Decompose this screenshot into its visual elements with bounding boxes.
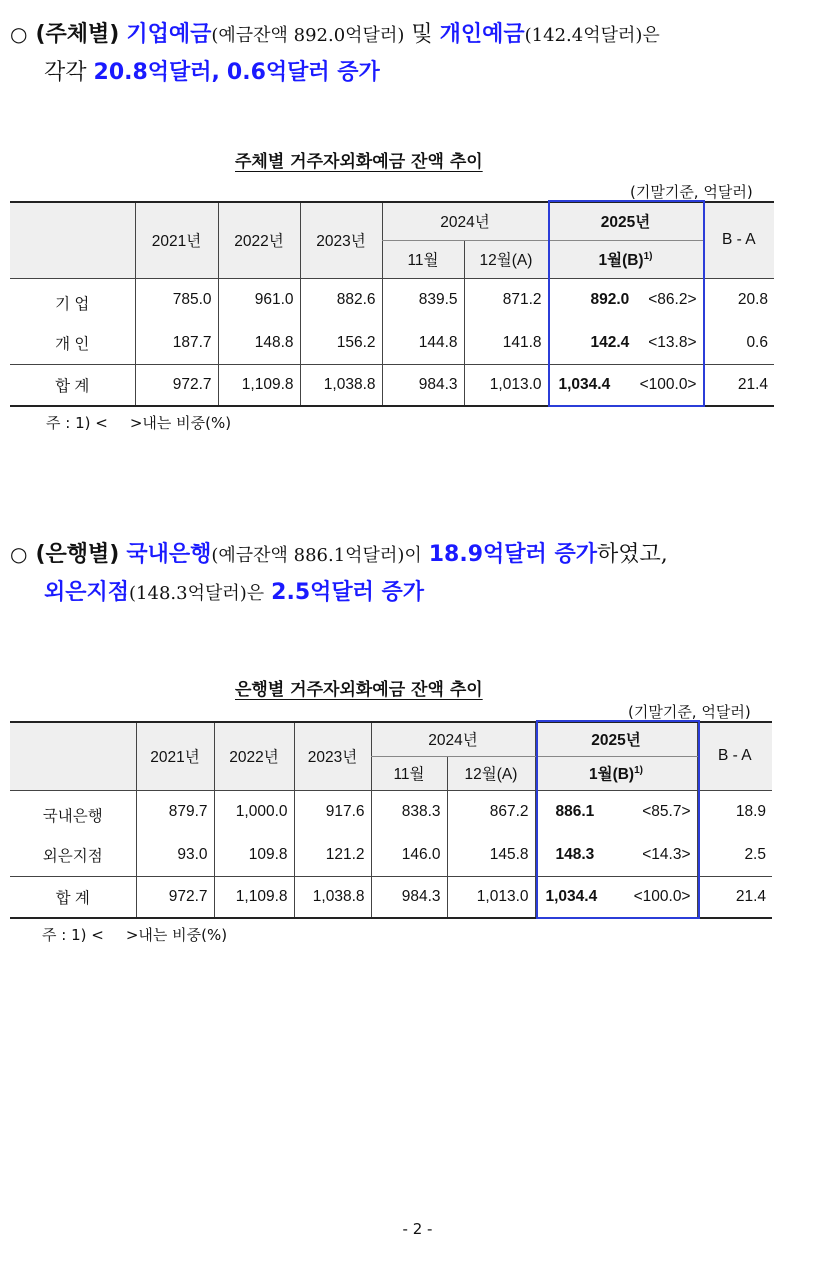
table2-col-2024: 2024년 <box>371 722 535 756</box>
bullet-icon: ○ <box>10 542 28 566</box>
table1-col-diff: B - A <box>703 202 774 278</box>
section2-foreign-balance: (148.3억달러)은 <box>129 583 265 604</box>
table1-col-2021: 2021년 <box>135 202 218 278</box>
section1-corp-balance: (예금잔액 892.0억달러) <box>211 25 405 46</box>
section2-line2 <box>10 574 825 612</box>
table-cell: 21.4 <box>703 364 774 406</box>
table2 <box>10 721 772 919</box>
table1-col-jan-label: 1월(B) <box>598 252 644 269</box>
bullet-icon: ○ <box>10 22 28 46</box>
table1-row-label: 합 계 <box>10 364 135 406</box>
table2-col-2023: 2023년 <box>294 722 371 790</box>
table-cell: 892.0 <box>590 291 630 309</box>
table2-corner <box>10 722 136 790</box>
table-cell: 146.0 <box>371 834 447 876</box>
section1-each: 각각 <box>44 60 87 85</box>
table2-title: 은행별 거주자외화예금 잔액 추이 <box>235 680 483 700</box>
share-cell: <100.0> <box>639 375 697 393</box>
section2-foreign-increase: 2.5억달러 증가 <box>271 580 425 605</box>
section2-category: (은행별) <box>35 542 120 567</box>
table-cell: 121.2 <box>294 834 371 876</box>
table2-col-jan <box>535 756 697 790</box>
table-cell: 20.8 <box>703 278 774 322</box>
table2-note-prefix: 주 : 1) < <box>42 926 104 944</box>
table2-col-diff: B - A <box>697 722 772 790</box>
table-cell: 1,013.0 <box>464 364 548 406</box>
table-cell: 93.0 <box>136 834 214 876</box>
table-cell: 109.8 <box>214 834 294 876</box>
table-cell: 1,038.8 <box>300 364 382 406</box>
table-cell: 148.8 <box>218 322 300 364</box>
table-cell: 142.4 <box>590 333 630 351</box>
table-cell: 156.2 <box>300 322 382 364</box>
table-cell: 879.7 <box>136 790 214 834</box>
table1-col-2022: 2022년 <box>218 202 300 278</box>
table-cell: 1,034.4 <box>558 375 611 393</box>
table-cell: 1,038.8 <box>294 876 371 918</box>
page-number: - 2 - <box>402 1220 433 1238</box>
table-cell: 785.0 <box>135 278 218 322</box>
table1-col-2023: 2023년 <box>300 202 382 278</box>
section1-line1 <box>10 16 825 54</box>
table2-jan-cell <box>535 876 697 918</box>
table2-row-label: 국내은행 <box>42 808 103 826</box>
table1-note-suffix: >내는 비중(%) <box>129 414 232 432</box>
table-cell: 984.3 <box>382 364 464 406</box>
share-cell: <85.7> <box>642 803 691 821</box>
table1-jan-cell <box>548 278 703 322</box>
table1-title: 주체별 거주자외화예금 잔액 추이 <box>235 152 483 172</box>
table-cell: 972.7 <box>136 876 214 918</box>
table-cell: 21.4 <box>697 876 772 918</box>
table-cell: 867.2 <box>447 790 535 834</box>
table2-jan-cell <box>535 834 697 876</box>
table2-row-label: 합 계 <box>10 876 136 918</box>
share-cell: <13.8> <box>648 333 697 351</box>
table2-col-2021: 2021년 <box>136 722 214 790</box>
table1-col-jan <box>548 240 703 278</box>
table-row <box>10 364 774 406</box>
table2-col-nov: 11월 <box>371 756 447 790</box>
table1-jan-cell <box>548 364 703 406</box>
table-row <box>10 876 772 918</box>
table2-unit: (기말기준, 억달러) <box>628 703 751 721</box>
table2-col-2022: 2022년 <box>214 722 294 790</box>
table-cell: 145.8 <box>447 834 535 876</box>
table1-corner <box>10 202 135 278</box>
table-cell: 961.0 <box>218 278 300 322</box>
section1-highlight-corp: 기업예금 <box>126 22 212 47</box>
table-cell: 839.5 <box>382 278 464 322</box>
table-cell: 141.8 <box>464 322 548 364</box>
table-cell: 144.8 <box>382 322 464 364</box>
section1-paragraph <box>10 16 825 91</box>
section1-conj: 및 <box>411 22 433 47</box>
section1-personal-balance: (142.4억달러)은 <box>524 25 660 46</box>
table2-col-2025: 2025년 <box>535 722 697 756</box>
table-row <box>10 790 772 834</box>
section2-tail: 하였고, <box>596 542 668 567</box>
section2-domestic-increase: 18.9억달러 증가 <box>428 542 597 567</box>
table1-footnote-mark: 1) <box>643 250 653 262</box>
table-cell: 18.9 <box>697 790 772 834</box>
table1-row-label: 기 업 <box>55 296 90 314</box>
table1-row-label: 개 인 <box>10 322 135 364</box>
table2-row-label: 외은지점 <box>10 834 136 876</box>
table-cell: 148.3 <box>555 845 595 863</box>
table2-note <box>42 924 227 945</box>
table1-note-prefix: 주 : 1) < <box>46 414 108 432</box>
table-cell: 1,109.8 <box>218 364 300 406</box>
table1-col-nov: 11월 <box>382 240 464 278</box>
table-cell: 972.7 <box>135 364 218 406</box>
table2-note-suffix: >내는 비중(%) <box>125 926 228 944</box>
table1 <box>10 201 774 407</box>
table2-col-dec: 12월(A) <box>447 756 535 790</box>
section2-line1 <box>10 536 825 574</box>
table2-jan-cell <box>535 790 697 834</box>
share-cell: <14.3> <box>642 845 691 863</box>
table-cell: 1,034.4 <box>545 887 598 905</box>
table1-jan-cell <box>548 322 703 364</box>
table-cell: 2.5 <box>697 834 772 876</box>
section1-line2 <box>10 54 825 91</box>
table-row <box>10 322 774 364</box>
share-cell: <86.2> <box>648 291 697 309</box>
section1-highlight-personal: 개인예금 <box>439 22 525 47</box>
table2-col-jan-label: 1월(B) <box>588 766 635 783</box>
section1-category: (주체별) <box>35 22 120 47</box>
table-cell: 984.3 <box>371 876 447 918</box>
table-cell: 838.3 <box>371 790 447 834</box>
share-cell: <100.0> <box>633 887 691 905</box>
table2-footnote-mark: 1) <box>634 764 644 776</box>
table1-note <box>46 412 231 433</box>
table1-col-2025: 2025년 <box>548 202 703 240</box>
section2-paragraph <box>10 536 825 612</box>
table1-col-dec: 12월(A) <box>464 240 548 278</box>
section2-highlight-foreign: 외은지점 <box>44 580 130 605</box>
table-row <box>10 278 774 322</box>
table1-col-2024: 2024년 <box>382 202 548 240</box>
section2-domestic-balance: (예금잔액 886.1억달러)이 <box>211 545 422 566</box>
section1-personal-increase: 0.6억달러 증가 <box>226 60 380 85</box>
table-row <box>10 834 772 876</box>
table-cell: 871.2 <box>464 278 548 322</box>
table-cell: 917.6 <box>294 790 371 834</box>
table-cell: 1,109.8 <box>214 876 294 918</box>
table1-unit: (기말기준, 억달러) <box>630 183 753 201</box>
table-cell: 886.1 <box>555 803 595 821</box>
table-cell: 187.7 <box>135 322 218 364</box>
table-cell: 1,000.0 <box>214 790 294 834</box>
table-cell: 0.6 <box>703 322 774 364</box>
section1-corp-increase: 20.8억달러, <box>93 60 220 85</box>
table-cell: 1,013.0 <box>447 876 535 918</box>
section2-highlight-domestic: 국내은행 <box>126 542 212 567</box>
table-cell: 882.6 <box>300 278 382 322</box>
